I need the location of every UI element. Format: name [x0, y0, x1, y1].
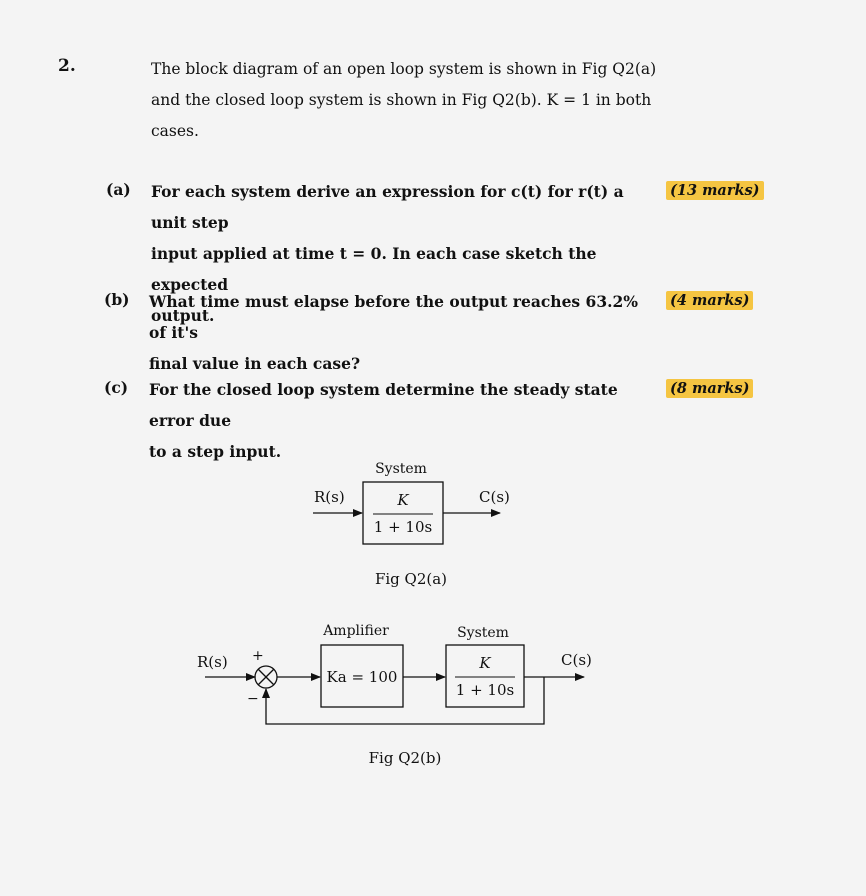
fig-a-output-label: C(s)	[479, 488, 510, 506]
fig-b-caption: Fig Q2(b)	[368, 749, 442, 767]
fig-b-amplifier-title: Amplifier	[323, 623, 389, 639]
part-a-line: input applied at time t = 0. In each case sketch the expected	[151, 244, 597, 294]
fig-q2a	[313, 461, 510, 588]
fig-b-minus-sign: −	[247, 691, 259, 707]
fig-b-amplifier-gain: Ka = 100	[326, 668, 398, 686]
intro-line: cases.	[151, 122, 199, 140]
fig-a-caption: Fig Q2(a)	[374, 570, 448, 588]
fig-b-system-title: System	[457, 625, 509, 641]
fig-b-output-label: C(s)	[561, 651, 592, 669]
part-a-line: output.	[151, 306, 215, 325]
part-b-label: (b)	[104, 290, 130, 309]
part-c-line: to a step input.	[149, 442, 282, 461]
part-b-line: final value in each case?	[149, 354, 361, 373]
fig-a-input-label: R(s)	[314, 488, 345, 506]
part-a-line: For each system derive an expression for c(t) for r(t) a unit step	[151, 182, 624, 232]
fig-a-block-title: System	[375, 461, 427, 477]
fig-b-input-label: R(s)	[197, 653, 228, 671]
part-a-label: (a)	[106, 180, 131, 199]
fig-b-denominator: 1 + 10s	[455, 681, 515, 699]
fig-b-numerator: K	[479, 654, 491, 672]
part-a-marks: (13 marks)	[666, 181, 764, 200]
part-b-marks: (4 marks)	[666, 291, 753, 310]
part-c-marks: (8 marks)	[666, 379, 753, 398]
part-c-label: (c)	[104, 378, 129, 397]
intro-line: and the closed loop system is shown in Fig Q2(b). K = 1 in both	[151, 91, 652, 109]
question-number: 2.	[58, 56, 76, 76]
fig-b-plus-sign: +	[252, 648, 264, 664]
fig-q2b	[197, 623, 592, 767]
part-b-line: What time must elapse before the output reaches 63.2% of it's	[149, 292, 639, 342]
fig-a-denominator: 1 + 10s	[373, 518, 433, 536]
fig-a-numerator: K	[397, 491, 409, 509]
intro-line: The block diagram of an open loop system is shown in Fig Q2(a)	[151, 60, 657, 78]
part-c-line: For the closed loop system determine the steady state error due	[149, 380, 618, 430]
